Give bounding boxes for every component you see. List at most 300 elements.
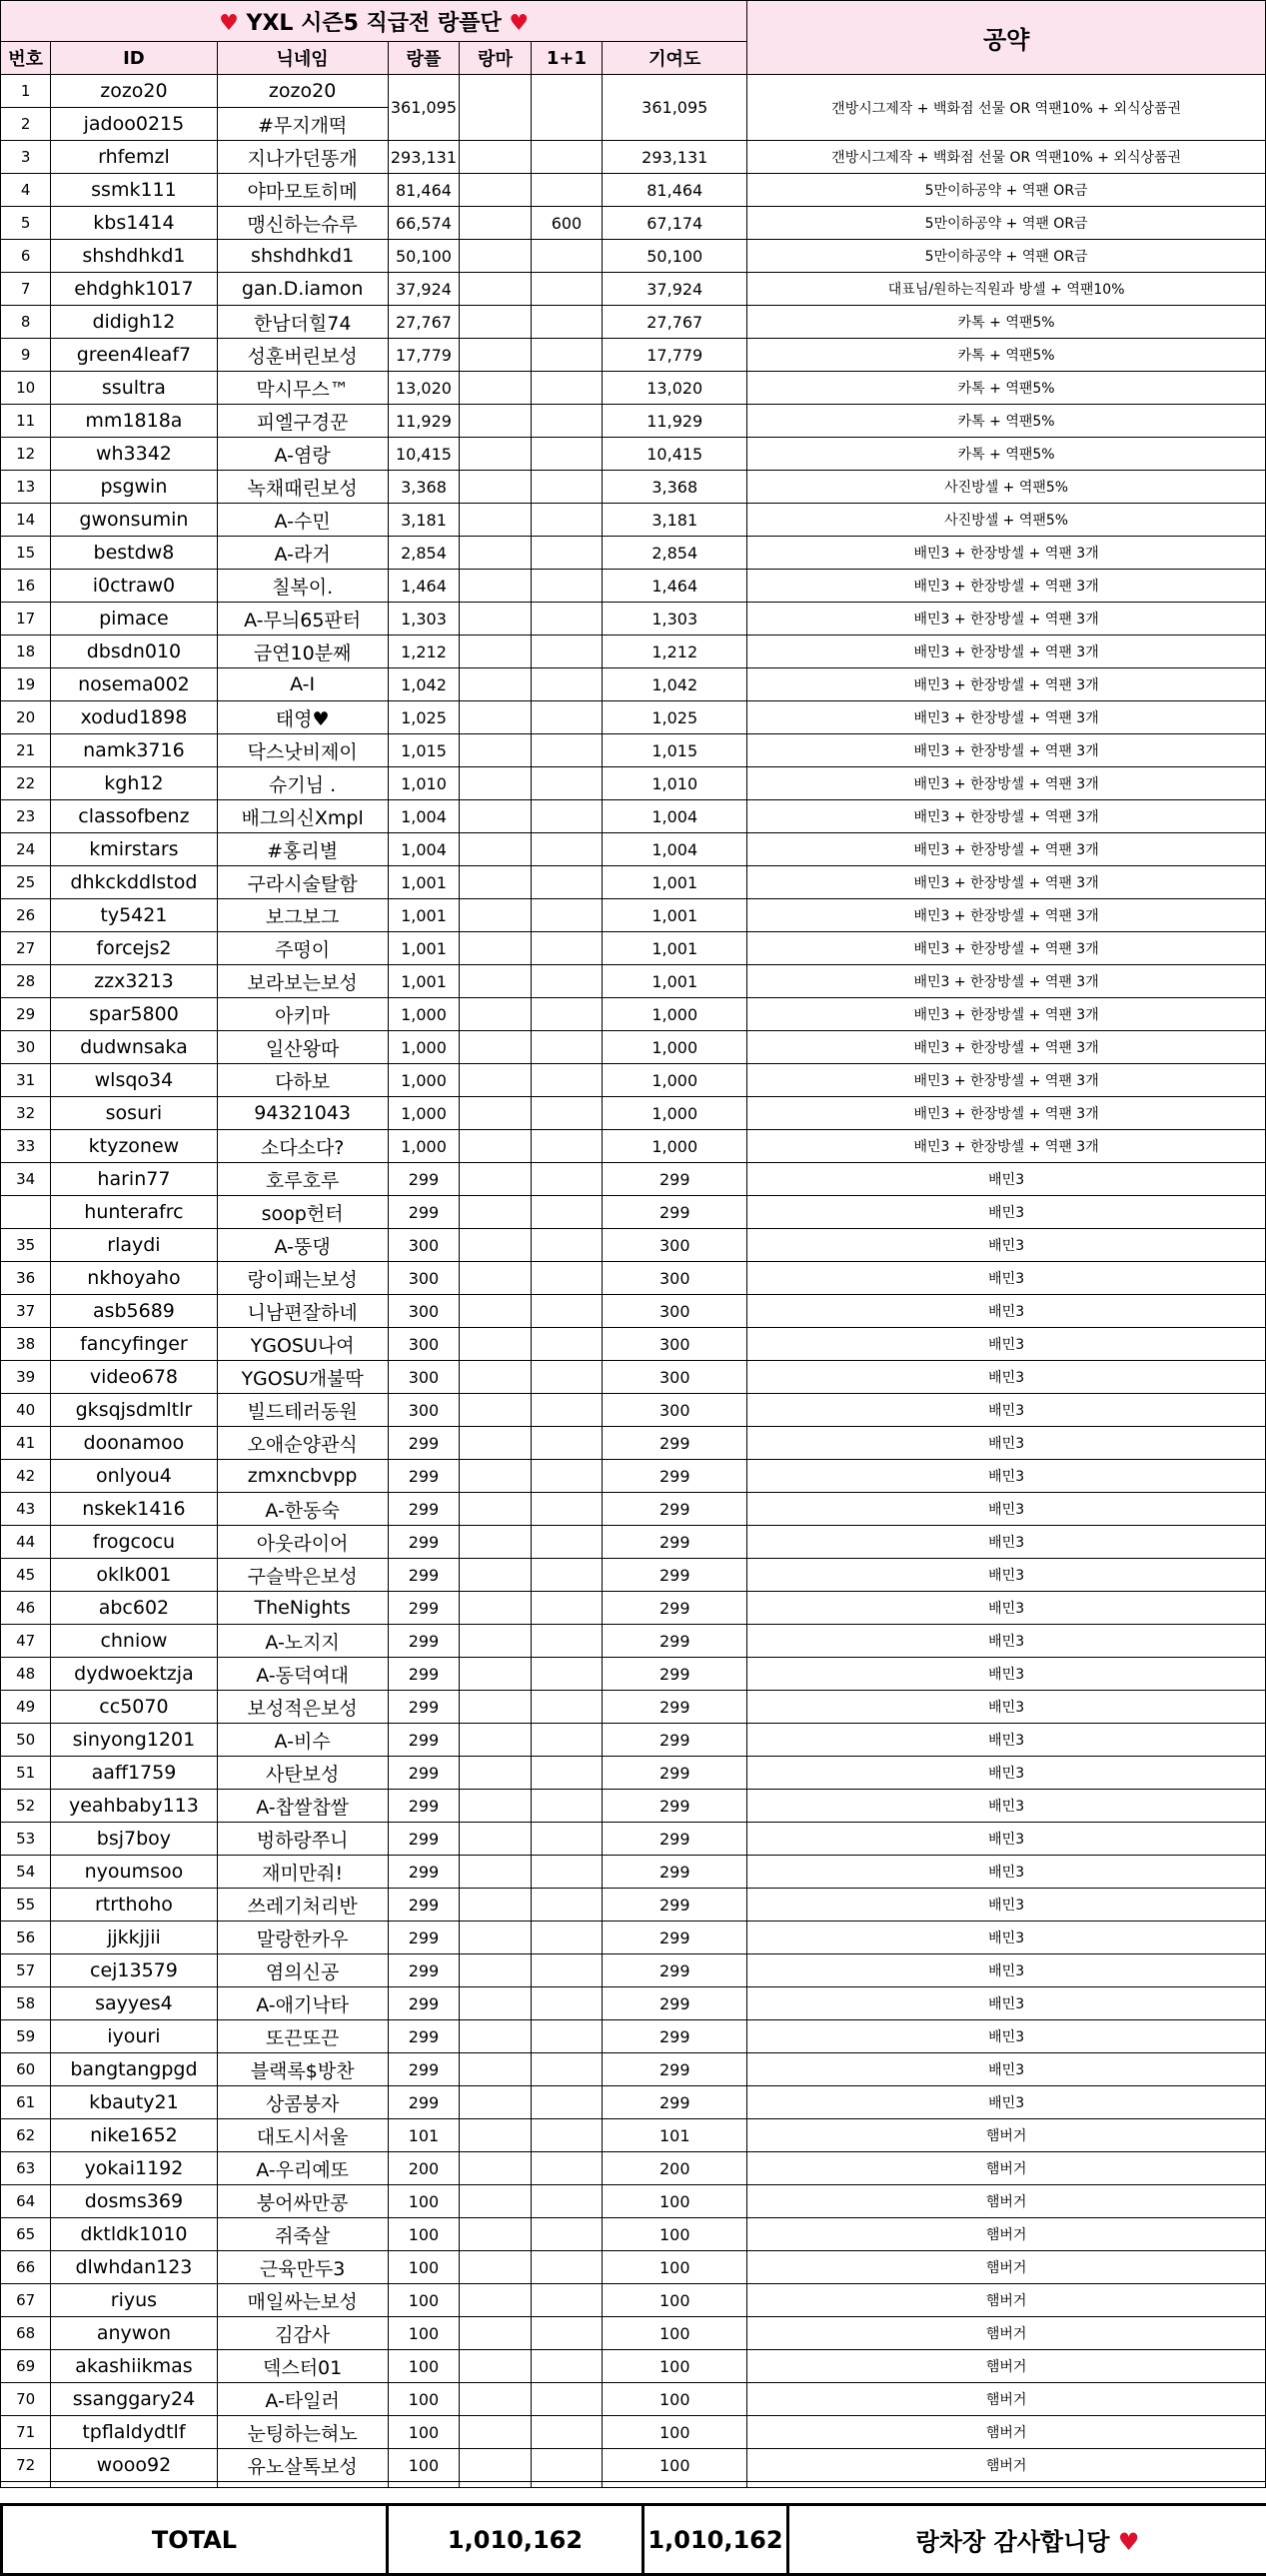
user-id: ssmk111 — [51, 174, 217, 207]
nickname: A-I — [217, 668, 388, 701]
one-plus-one-value — [531, 1592, 603, 1625]
pledge-text: 배민3 + 한장방셀 + 역팬 3개 — [747, 866, 1266, 899]
rank-number: 44 — [1, 1526, 51, 1559]
pledge-text: 배민3 — [747, 1163, 1266, 1196]
table-row — [1, 932, 1266, 965]
nickname: 덱스터01 — [217, 2350, 388, 2383]
rangple-value: 299 — [388, 1691, 460, 1724]
contribution-value: 17,779 — [603, 339, 747, 372]
rangma-value — [460, 1954, 532, 1987]
user-id: cc5070 — [51, 1691, 217, 1724]
thanks-text: 랑차장 감사합니당 — [916, 2528, 1110, 2556]
user-id: psgwin — [51, 471, 217, 504]
rank-number: 4 — [1, 174, 51, 207]
pledge-text: 배민3 — [747, 2086, 1266, 2119]
rangma-value — [460, 2218, 532, 2251]
contribution-value: 299 — [603, 1691, 747, 1724]
pledge-text: 배민3 — [747, 1922, 1266, 1954]
one-plus-one-value — [531, 1757, 603, 1790]
rangma-value — [460, 438, 532, 471]
one-plus-one-value — [531, 998, 603, 1031]
pledge-text: 배민3 + 한장방셀 + 역팬 3개 — [747, 833, 1266, 866]
rank-number: 35 — [1, 1229, 51, 1262]
table-row — [1, 603, 1266, 636]
one-plus-one-value — [531, 932, 603, 965]
nickname: 블랙록$방찬 — [217, 2053, 388, 2086]
rank-number: 37 — [1, 1295, 51, 1328]
rangple-value: 299 — [388, 1196, 460, 1229]
one-plus-one-value — [531, 1460, 603, 1493]
rank-number: 34 — [1, 1163, 51, 1196]
rangple-value: 299 — [388, 1658, 460, 1691]
pledge-text: 5만이하공약 + 역팬 OR금 — [747, 174, 1266, 207]
rangple-value: 10,415 — [388, 438, 460, 471]
rangple-value: 1,004 — [388, 800, 460, 833]
nickname: #무지개떡 — [217, 108, 388, 141]
contribution-value: 300 — [603, 1394, 747, 1427]
nickname: soop헌터 — [217, 1196, 388, 1229]
table-row — [1, 1691, 1266, 1724]
nickname: 94321043 — [217, 1097, 388, 1130]
one-plus-one-value — [531, 2152, 603, 2185]
col-header-contribution: 기여도 — [603, 42, 747, 75]
rank-number: 7 — [1, 273, 51, 306]
rank-number: 6 — [1, 240, 51, 273]
rank-number: 60 — [1, 2053, 51, 2086]
one-plus-one-value — [531, 240, 603, 273]
nickname: 쥐죽살 — [217, 2218, 388, 2251]
rangma-value — [460, 1526, 532, 1559]
user-id: yokai1192 — [51, 2152, 217, 2185]
table-row — [1, 668, 1266, 701]
user-id: classofbenz — [51, 800, 217, 833]
rank-number: 38 — [1, 1328, 51, 1361]
pledge-text: 배민3 — [747, 1196, 1266, 1229]
rangple-value: 1,303 — [388, 603, 460, 636]
user-id: dudwnsaka — [51, 1031, 217, 1064]
rangple-value: 300 — [388, 1394, 460, 1427]
one-plus-one-value — [531, 1922, 603, 1954]
table-row — [1, 1757, 1266, 1790]
pledge-text: 배민3 — [747, 1394, 1266, 1427]
rangma-value — [460, 1493, 532, 1526]
rank-number: 43 — [1, 1493, 51, 1526]
nickname: 태영♥ — [217, 701, 388, 734]
table-row — [1, 1724, 1266, 1757]
user-id: dlwhdan123 — [51, 2251, 217, 2284]
pledge-text: 배민3 — [747, 1295, 1266, 1328]
rank-number: 26 — [1, 899, 51, 932]
rangple-value: 1,464 — [388, 570, 460, 603]
contribution-value: 1,010 — [603, 767, 747, 800]
one-plus-one-value — [531, 636, 603, 668]
pledge-text: 배민3 — [747, 1625, 1266, 1658]
nickname: 근육만두3 — [217, 2251, 388, 2284]
table-row — [1, 2284, 1266, 2317]
user-id: nkhoyaho — [51, 1262, 217, 1295]
nickname: 보라보는보성 — [217, 965, 388, 998]
one-plus-one-value — [531, 75, 603, 141]
contribution-value: 299 — [603, 2020, 747, 2053]
rangma-value — [460, 668, 532, 701]
contribution-value: 1,004 — [603, 800, 747, 833]
rank-number: 22 — [1, 767, 51, 800]
contribution-value: 50,100 — [603, 240, 747, 273]
rangma-value — [460, 1724, 532, 1757]
one-plus-one-value — [531, 2284, 603, 2317]
table-row — [1, 2383, 1266, 2416]
contribution-value: 1,000 — [603, 1097, 747, 1130]
rank-number: 19 — [1, 668, 51, 701]
one-plus-one-value — [531, 2251, 603, 2284]
table-row — [1, 1130, 1266, 1163]
user-id: namk3716 — [51, 734, 217, 767]
contribution-value: 299 — [603, 1658, 747, 1691]
nickname: 유노살톡보성 — [217, 2449, 388, 2482]
pledge-text: 배민3 + 한장방셀 + 역팬 3개 — [747, 965, 1266, 998]
rank-number: 20 — [1, 701, 51, 734]
rangple-value: 17,779 — [388, 339, 460, 372]
rank-number: 11 — [1, 405, 51, 438]
nickname: #홍리별 — [217, 833, 388, 866]
contribution-value: 299 — [603, 1790, 747, 1823]
table-row — [1, 1460, 1266, 1493]
pledge-text: 햄버거 — [747, 2449, 1266, 2482]
rangple-value: 1,001 — [388, 965, 460, 998]
pledge-text: 사진방셀 + 역팬5% — [747, 471, 1266, 504]
contribution-value: 100 — [603, 2284, 747, 2317]
rank-number: 13 — [1, 471, 51, 504]
rangple-value: 299 — [388, 1790, 460, 1823]
pledge-text: 배민3 — [747, 1592, 1266, 1625]
rangma-value — [460, 1987, 532, 2020]
one-plus-one-value — [531, 2086, 603, 2119]
rangma-value — [460, 1559, 532, 1592]
empty-cell — [531, 2482, 603, 2488]
rangple-value: 1,025 — [388, 701, 460, 734]
table-row — [1, 2350, 1266, 2383]
contribution-value: 299 — [603, 1526, 747, 1559]
rank-number: 68 — [1, 2317, 51, 2350]
user-id: nyoumsoo — [51, 1856, 217, 1889]
one-plus-one-value — [531, 701, 603, 734]
table-row — [1, 2119, 1266, 2152]
nickname: 김감사 — [217, 2317, 388, 2350]
rangple-value: 299 — [388, 1460, 460, 1493]
table-row — [1, 471, 1266, 504]
table-row — [1, 405, 1266, 438]
rank-number: 45 — [1, 1559, 51, 1592]
user-id: oklk001 — [51, 1559, 217, 1592]
pledge-text: 햄버거 — [747, 2317, 1266, 2350]
nickname: A-노지지 — [217, 1625, 388, 1658]
pledge-text: 배민3 + 한장방셀 + 역팬 3개 — [747, 1064, 1266, 1097]
rangple-value: 299 — [388, 1856, 460, 1889]
one-plus-one-value — [531, 1097, 603, 1130]
contribution-value: 299 — [603, 1954, 747, 1987]
one-plus-one-value — [531, 2317, 603, 2350]
rangple-value: 100 — [388, 2251, 460, 2284]
one-plus-one-value — [531, 668, 603, 701]
rank-number: 66 — [1, 2251, 51, 2284]
heart-icon: ♥ — [1118, 2528, 1140, 2556]
user-id: xodud1898 — [51, 701, 217, 734]
contribution-value: 293,131 — [603, 141, 747, 174]
user-id: tpflaldydtlf — [51, 2416, 217, 2449]
rank-number: 55 — [1, 1889, 51, 1922]
rangple-value: 299 — [388, 1922, 460, 1954]
nickname: 빌드테러동원 — [217, 1394, 388, 1427]
contribution-value: 1,000 — [603, 998, 747, 1031]
user-id: rhfemzl — [51, 141, 217, 174]
user-id: nosema002 — [51, 668, 217, 701]
table-row — [1, 965, 1266, 998]
contribution-value: 300 — [603, 1328, 747, 1361]
rank-number: 49 — [1, 1691, 51, 1724]
rangple-value: 300 — [388, 1361, 460, 1394]
rangma-value — [460, 570, 532, 603]
contribution-value: 100 — [603, 2449, 747, 2482]
rank-number: 61 — [1, 2086, 51, 2119]
rank-number: 27 — [1, 932, 51, 965]
rangma-value — [460, 1295, 532, 1328]
pledge-text: 배민3 — [747, 1823, 1266, 1856]
user-id: jjkkjjii — [51, 1922, 217, 1954]
pledge-text: 햄버거 — [747, 2350, 1266, 2383]
rangple-value: 200 — [388, 2152, 460, 2185]
rangma-value — [460, 1196, 532, 1229]
rangma-value — [460, 899, 532, 932]
rangma-value — [460, 998, 532, 1031]
nickname: 야마모토히메 — [217, 174, 388, 207]
table-row — [1, 1526, 1266, 1559]
rank-number: 39 — [1, 1361, 51, 1394]
nickname: zozo20 — [217, 75, 388, 108]
one-plus-one-value — [531, 899, 603, 932]
empty-cell — [747, 2482, 1266, 2488]
contribution-value: 100 — [603, 2350, 747, 2383]
user-id: zzx3213 — [51, 965, 217, 998]
empty-cell — [51, 2482, 217, 2488]
one-plus-one-value — [531, 2383, 603, 2416]
user-id: kbs1414 — [51, 207, 217, 240]
rangma-value — [460, 1394, 532, 1427]
pledge-text: 배민3 — [747, 1460, 1266, 1493]
contribution-value: 361,095 — [603, 75, 747, 141]
rangple-value: 300 — [388, 1295, 460, 1328]
one-plus-one-value — [531, 1394, 603, 1427]
nickname: 재미만줘! — [217, 1856, 388, 1889]
rangma-value — [460, 603, 532, 636]
user-id: akashiikmas — [51, 2350, 217, 2383]
user-id: bestdw8 — [51, 537, 217, 570]
rangple-value: 299 — [388, 1757, 460, 1790]
table-row — [1, 1394, 1266, 1427]
rangma-value — [460, 1889, 532, 1922]
pledge-text: 배민3 — [747, 1493, 1266, 1526]
nickname: TheNights — [217, 1592, 388, 1625]
nickname: 슈기님 . — [217, 767, 388, 800]
contribution-value: 300 — [603, 1229, 747, 1262]
rangple-value: 101 — [388, 2119, 460, 2152]
pledge-text: 카톡 + 역팬5% — [747, 438, 1266, 471]
table-row — [1, 2317, 1266, 2350]
user-id: dhkckddlstod — [51, 866, 217, 899]
one-plus-one-value — [531, 438, 603, 471]
thanks-message — [788, 2505, 1266, 2575]
contribution-value: 1,042 — [603, 668, 747, 701]
one-plus-one-value — [531, 1691, 603, 1724]
table-row — [1, 1790, 1266, 1823]
rangple-value: 1,000 — [388, 1097, 460, 1130]
contribution-value: 13,020 — [603, 372, 747, 405]
rangma-value — [460, 273, 532, 306]
nickname: A-애기낙타 — [217, 1987, 388, 2020]
contribution-value: 101 — [603, 2119, 747, 2152]
pledge-text: 배민3 + 한장방셀 + 역팬 3개 — [747, 734, 1266, 767]
rank-number: 25 — [1, 866, 51, 899]
rangma-value — [460, 701, 532, 734]
rank-number: 1 — [1, 75, 51, 108]
rank-number: 9 — [1, 339, 51, 372]
user-id: ssanggary24 — [51, 2383, 217, 2416]
table-row — [1, 2185, 1266, 2218]
user-id: kmirstars — [51, 833, 217, 866]
table-row — [1, 734, 1266, 767]
rangple-value: 299 — [388, 1889, 460, 1922]
contribution-value: 100 — [603, 2185, 747, 2218]
rangma-value — [460, 2449, 532, 2482]
rangple-value: 1,004 — [388, 833, 460, 866]
contribution-value: 1,015 — [603, 734, 747, 767]
one-plus-one-value — [531, 1196, 603, 1229]
rangple-value: 3,368 — [388, 471, 460, 504]
pledge-text: 배민3 — [747, 1954, 1266, 1987]
user-id: ehdghk1017 — [51, 273, 217, 306]
one-plus-one-value — [531, 1889, 603, 1922]
rangple-value: 100 — [388, 2218, 460, 2251]
rangma-value — [460, 2185, 532, 2218]
one-plus-one-value — [531, 141, 603, 174]
table-row — [1, 1658, 1266, 1691]
rangma-value — [460, 2284, 532, 2317]
rangma-value — [460, 240, 532, 273]
rank-number: 16 — [1, 570, 51, 603]
table-row — [1, 767, 1266, 800]
rangple-value: 100 — [388, 2284, 460, 2317]
nickname: A-동덕여대 — [217, 1658, 388, 1691]
one-plus-one-value — [531, 603, 603, 636]
rank-number: 67 — [1, 2284, 51, 2317]
user-id: rtrthoho — [51, 1889, 217, 1922]
one-plus-one-value — [531, 1328, 603, 1361]
one-plus-one-value — [531, 1262, 603, 1295]
user-id: ssultra — [51, 372, 217, 405]
rank-number: 72 — [1, 2449, 51, 2482]
one-plus-one-value — [531, 1064, 603, 1097]
rangma-value — [460, 1097, 532, 1130]
contribution-value: 1,000 — [603, 1064, 747, 1097]
contribution-value: 1,025 — [603, 701, 747, 734]
one-plus-one-value — [531, 1229, 603, 1262]
rank-number: 36 — [1, 1262, 51, 1295]
table-row — [1, 1064, 1266, 1097]
one-plus-one-value — [531, 1295, 603, 1328]
contribution-value: 200 — [603, 2152, 747, 2185]
nickname: 매일싸는보성 — [217, 2284, 388, 2317]
rangma-value — [460, 767, 532, 800]
one-plus-one-value — [531, 1526, 603, 1559]
pledge-text: 배민3 — [747, 1328, 1266, 1361]
rangma-value — [460, 1592, 532, 1625]
rangple-value: 1,015 — [388, 734, 460, 767]
contribution-total: 1,010,162 — [643, 2505, 788, 2575]
one-plus-one-value — [531, 1130, 603, 1163]
table-row — [1, 899, 1266, 932]
pledge-text: 배민3 + 한장방셀 + 역팬 3개 — [747, 1031, 1266, 1064]
nickname: 성훈버린보성 — [217, 339, 388, 372]
nickname: YGOSU개불딱 — [217, 1361, 388, 1394]
user-id: fancyfinger — [51, 1328, 217, 1361]
contribution-value: 299 — [603, 1823, 747, 1856]
rangma-value — [460, 1163, 532, 1196]
user-id: didigh12 — [51, 306, 217, 339]
nickname: 염의신공 — [217, 1954, 388, 1987]
user-id: wlsqo34 — [51, 1064, 217, 1097]
rangma-value — [460, 2086, 532, 2119]
pledge-text: 배민3 + 한장방셀 + 역팬 3개 — [747, 570, 1266, 603]
rangple-value: 100 — [388, 2317, 460, 2350]
rangma-value — [460, 2152, 532, 2185]
one-plus-one-value — [531, 2119, 603, 2152]
rangple-value: 1,000 — [388, 998, 460, 1031]
pledge-text: 대표님/원하는직원과 방셀 + 역팬10% — [747, 273, 1266, 306]
user-id: dydwoektzja — [51, 1658, 217, 1691]
table-row — [1, 1427, 1266, 1460]
contribution-value: 300 — [603, 1361, 747, 1394]
one-plus-one-value — [531, 372, 603, 405]
rangma-value — [460, 1856, 532, 1889]
one-plus-one-value — [531, 1856, 603, 1889]
rangple-value: 1,000 — [388, 1130, 460, 1163]
user-id: spar5800 — [51, 998, 217, 1031]
pledge-text: 햄버거 — [747, 2218, 1266, 2251]
pledge-text: 카톡 + 역팬5% — [747, 306, 1266, 339]
contribution-value: 299 — [603, 2086, 747, 2119]
rangma-value — [460, 2119, 532, 2152]
rangma-value — [460, 1229, 532, 1262]
one-plus-one-value — [531, 734, 603, 767]
rank-number: 15 — [1, 537, 51, 570]
rank-number: 28 — [1, 965, 51, 998]
rank-number: 18 — [1, 636, 51, 668]
table-row — [1, 1328, 1266, 1361]
nickname: 보그보그 — [217, 899, 388, 932]
user-id: anywon — [51, 2317, 217, 2350]
col-header-no: 번호 — [1, 42, 51, 75]
one-plus-one-value — [531, 1361, 603, 1394]
contribution-value: 300 — [603, 1262, 747, 1295]
contribution-value: 299 — [603, 1856, 747, 1889]
nickname: 일산왕따 — [217, 1031, 388, 1064]
one-plus-one-value — [531, 833, 603, 866]
user-id: pimace — [51, 603, 217, 636]
rank-number: 71 — [1, 2416, 51, 2449]
user-id: i0ctraw0 — [51, 570, 217, 603]
rank-number: 3 — [1, 141, 51, 174]
rank-number: 41 — [1, 1427, 51, 1460]
table-row — [1, 1361, 1266, 1394]
